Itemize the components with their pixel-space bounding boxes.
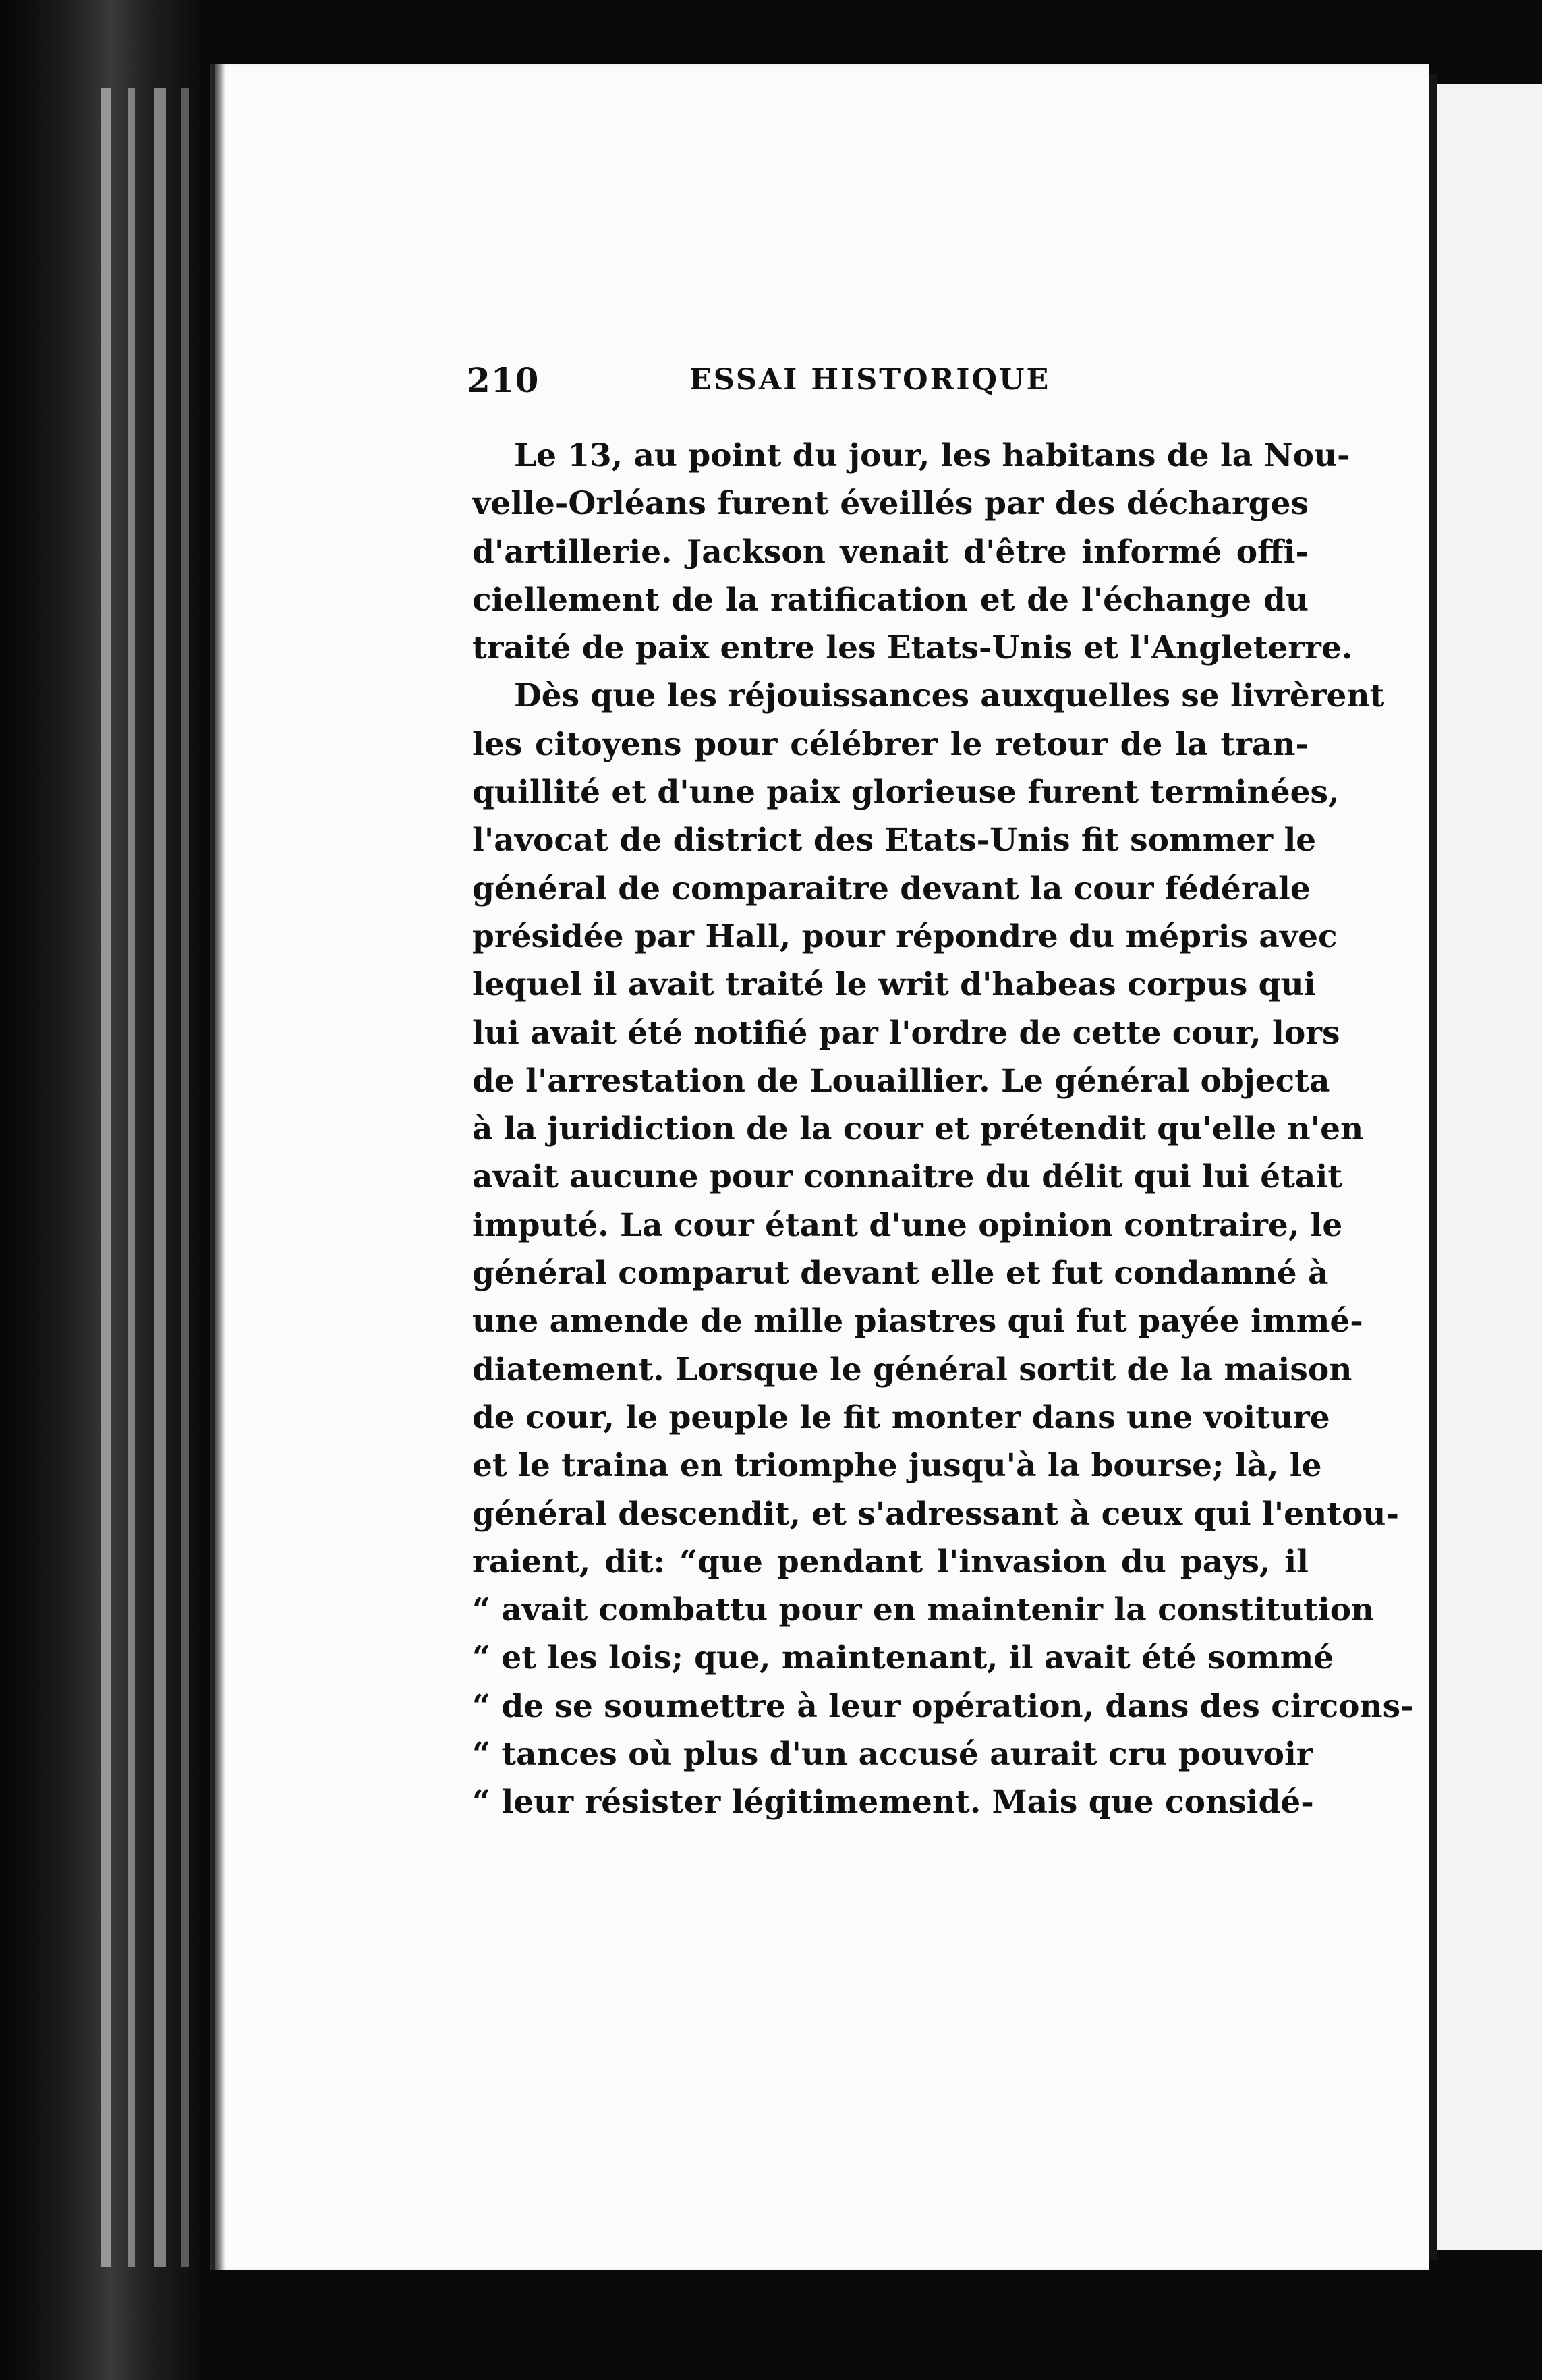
text-line: général de comparaitre devant la cour fédérale (472, 870, 1311, 907)
page-edge-strip (101, 88, 111, 2267)
text-line: imputé. La cour étant d'une opinion contraire, le (472, 1206, 1343, 1244)
text-line: à la juridiction de la cour et prétendit qu'elle n'en (472, 1110, 1364, 1148)
page-edge-strip (181, 88, 189, 2267)
text-line: “ de se soumettre à leur opération, dans des circons- (472, 1687, 1414, 1725)
text-line: quillité et d'une paix glorieuse furent terminées, (472, 774, 1340, 812)
text-line: l'avocat de district des Etats-Unis fit sommer le (472, 822, 1317, 859)
page-number: 210 (467, 360, 540, 400)
text-line: Le 13, au point du jour, les habitans de la Nou- (514, 437, 1350, 474)
text-line: “ leur résister légitimement. Mais que considé- (472, 1784, 1314, 1821)
text-line: diatement. Lorsque le général sortit de la maison (472, 1351, 1352, 1388)
body-paragraphs (472, 432, 1414, 1827)
running-head (467, 358, 1317, 418)
text-line: et le traina en triomphe jusqu'à la bourse; là, le (472, 1447, 1322, 1485)
text-line: lequel il avait traité le writ d'habeas corpus qui (472, 966, 1316, 1004)
text-line: velle-Orléans furent éveillés par des décharges (472, 485, 1309, 523)
page-edge-strip (128, 88, 135, 2267)
text-line: “ avait combattu pour en maintenir la constitution (472, 1591, 1375, 1629)
text-line: ciellement de la ratification et de l'échange du (472, 581, 1309, 619)
facing-page-edge (1437, 84, 1542, 2250)
text-line: “ tances où plus d'un accusé aurait cru pouvoir (472, 1736, 1313, 1774)
text-line: raient, dit: “que pendant l'invasion du pays, il (472, 1543, 1309, 1581)
text-line: de l'arrestation de Louaillier. Le général objecta (472, 1062, 1330, 1100)
text-line: d'artillerie. Jackson venait d'être informé offi- (472, 533, 1309, 571)
text-line: traité de paix entre les Etats-Unis et l'Angleterre. (472, 629, 1353, 667)
text-line: de cour, le peuple le fit monter dans une voiture (472, 1398, 1330, 1436)
running-title: ESSAI HISTORIQUE (689, 363, 1051, 397)
text-line: lui avait été notifié par l'ordre de cette cour, lors (472, 1014, 1340, 1052)
text-line: “ et les lois; que, maintenant, il avait été sommé (472, 1639, 1334, 1677)
text-line: avait aucune pour connaitre du délit qui lui était (472, 1158, 1342, 1196)
text-line: les citoyens pour célébrer le retour de la tran- (472, 725, 1309, 763)
text-line: Dès que les réjouissances auxquelles se livrèrent (514, 677, 1385, 715)
text-line: une amende de mille piastres qui fut payée immé- (472, 1303, 1363, 1340)
text-line: général descendit, et s'adressant à ceux qui l'entou- (472, 1495, 1399, 1533)
page-edge-strip (154, 88, 166, 2267)
text-line: général comparut devant elle et fut condamné à (472, 1255, 1329, 1293)
text-line: présidée par Hall, pour répondre du mépris avec (472, 917, 1338, 955)
